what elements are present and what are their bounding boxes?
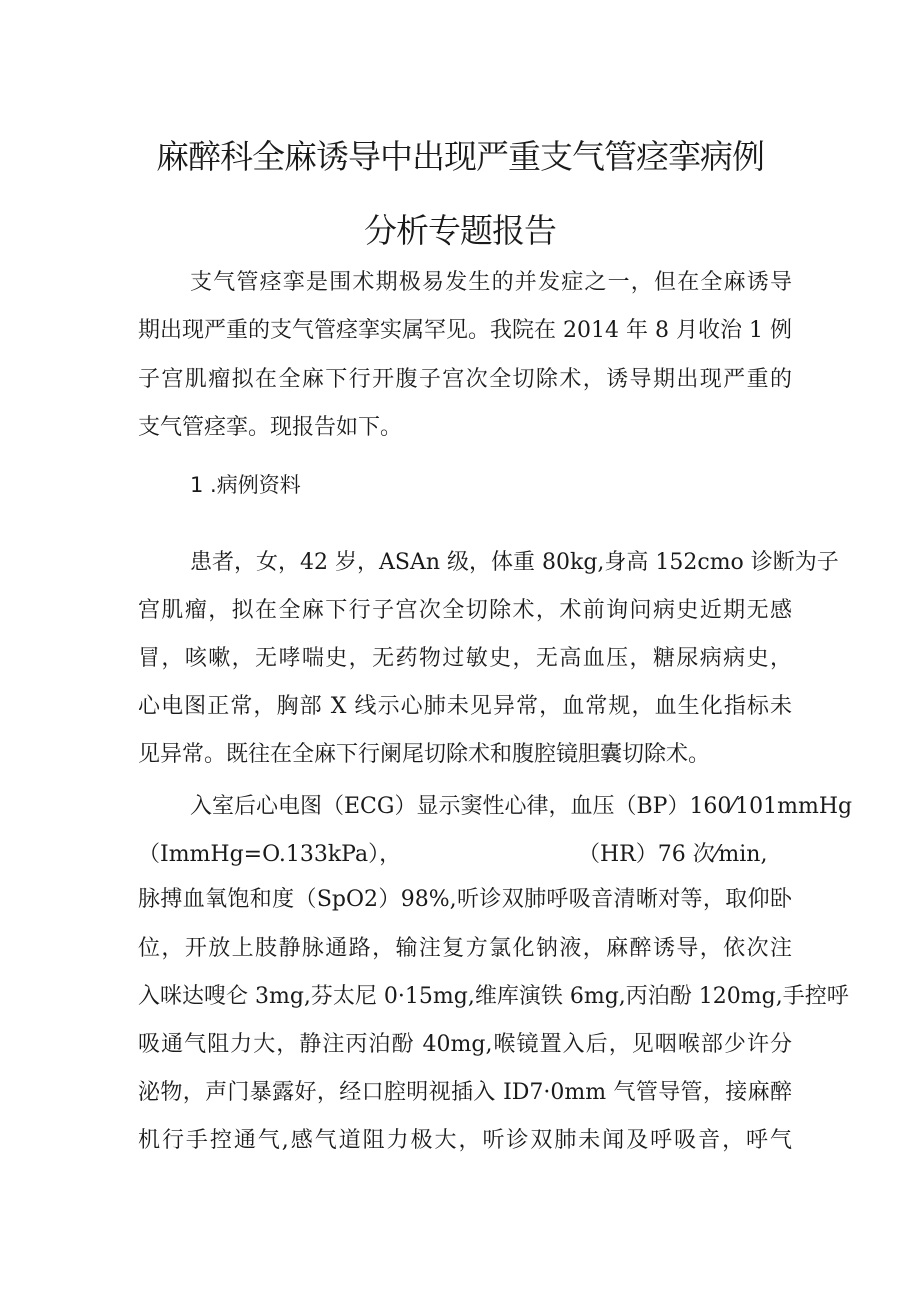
vitals-line: 泌物，声门暴露好，经口腔明视插入 ID7·0mm 气管导管，接麻醉 xyxy=(138,1080,792,1105)
case-line: 宫肌瘤，拟在全麻下行子宫次全切除术，术前询问病史近期无感 xyxy=(138,598,792,623)
intro-line: 期出现严重的支气管痉挛实属罕见。我院在 2014 年 8 月收治 1 例 xyxy=(138,318,792,343)
intro-line: 子宫肌瘤拟在全麻下行开腹子宫次全切除术，诱导期出现严重的 xyxy=(138,367,792,392)
intro-line: 支气管痉挛是围术期极易发生的并发症之一，但在全麻诱导 xyxy=(190,270,792,295)
intro-line: 支气管痉挛。现报告如下。 xyxy=(138,415,403,440)
vitals-line: 吸通气阻力大，静注丙泊酚 40mg,喉镜置入后，见咽喉部少许分 xyxy=(138,1032,792,1057)
vitals-line: 入室后心电图（ECG）显示窦性心律，血压（BP）160⁄101mmHg xyxy=(190,794,853,819)
vitals-line: 入咪达嗖仑 3mg,芬太尼 0·15mg,维库演铁 6mg,丙泊酚 120mg,手控呼 xyxy=(138,984,849,1009)
document-title-line-2: 分析专题报告 xyxy=(364,211,556,250)
section-heading: 1 .病例资料 xyxy=(190,473,301,497)
case-line: 见异常。既往在全麻下行阑尾切除术和腹腔镜胆囊切除术。 xyxy=(138,742,711,767)
case-line: 患者，女，42 岁，ASAn 级，体重 80kg,身高 152cmo 诊断为子 xyxy=(190,550,839,575)
vitals-conversion-note: （ImmHg=O.133kPa）， xyxy=(138,842,402,867)
vitals-line: 机行手控通气,感气道阻力极大，听诊双肺未闻及呼吸音，呼气 xyxy=(138,1128,792,1153)
case-line: 心电图正常，胸部 X 线示心肺未见异常，血常规，血生化指标未 xyxy=(138,694,792,719)
case-line: 冒，咳嗽，无哮喘史，无药物过敏史，无高血压，糖尿病病史， xyxy=(138,646,792,671)
vitals-line: 脉搏血氧饱和度（SpO2）98%,听诊双肺呼吸音清晰对等，取仰卧 xyxy=(138,887,792,912)
vitals-line: 位，开放上肢静脉通路，输注复方氯化钠液，麻醉诱导，依次注 xyxy=(138,936,792,961)
vitals-heart-rate: （HR）76 次⁄min, xyxy=(578,842,768,867)
document-title-line-1: 麻醉科全麻诱导中出现严重支气管痉挛病例 xyxy=(156,137,764,176)
